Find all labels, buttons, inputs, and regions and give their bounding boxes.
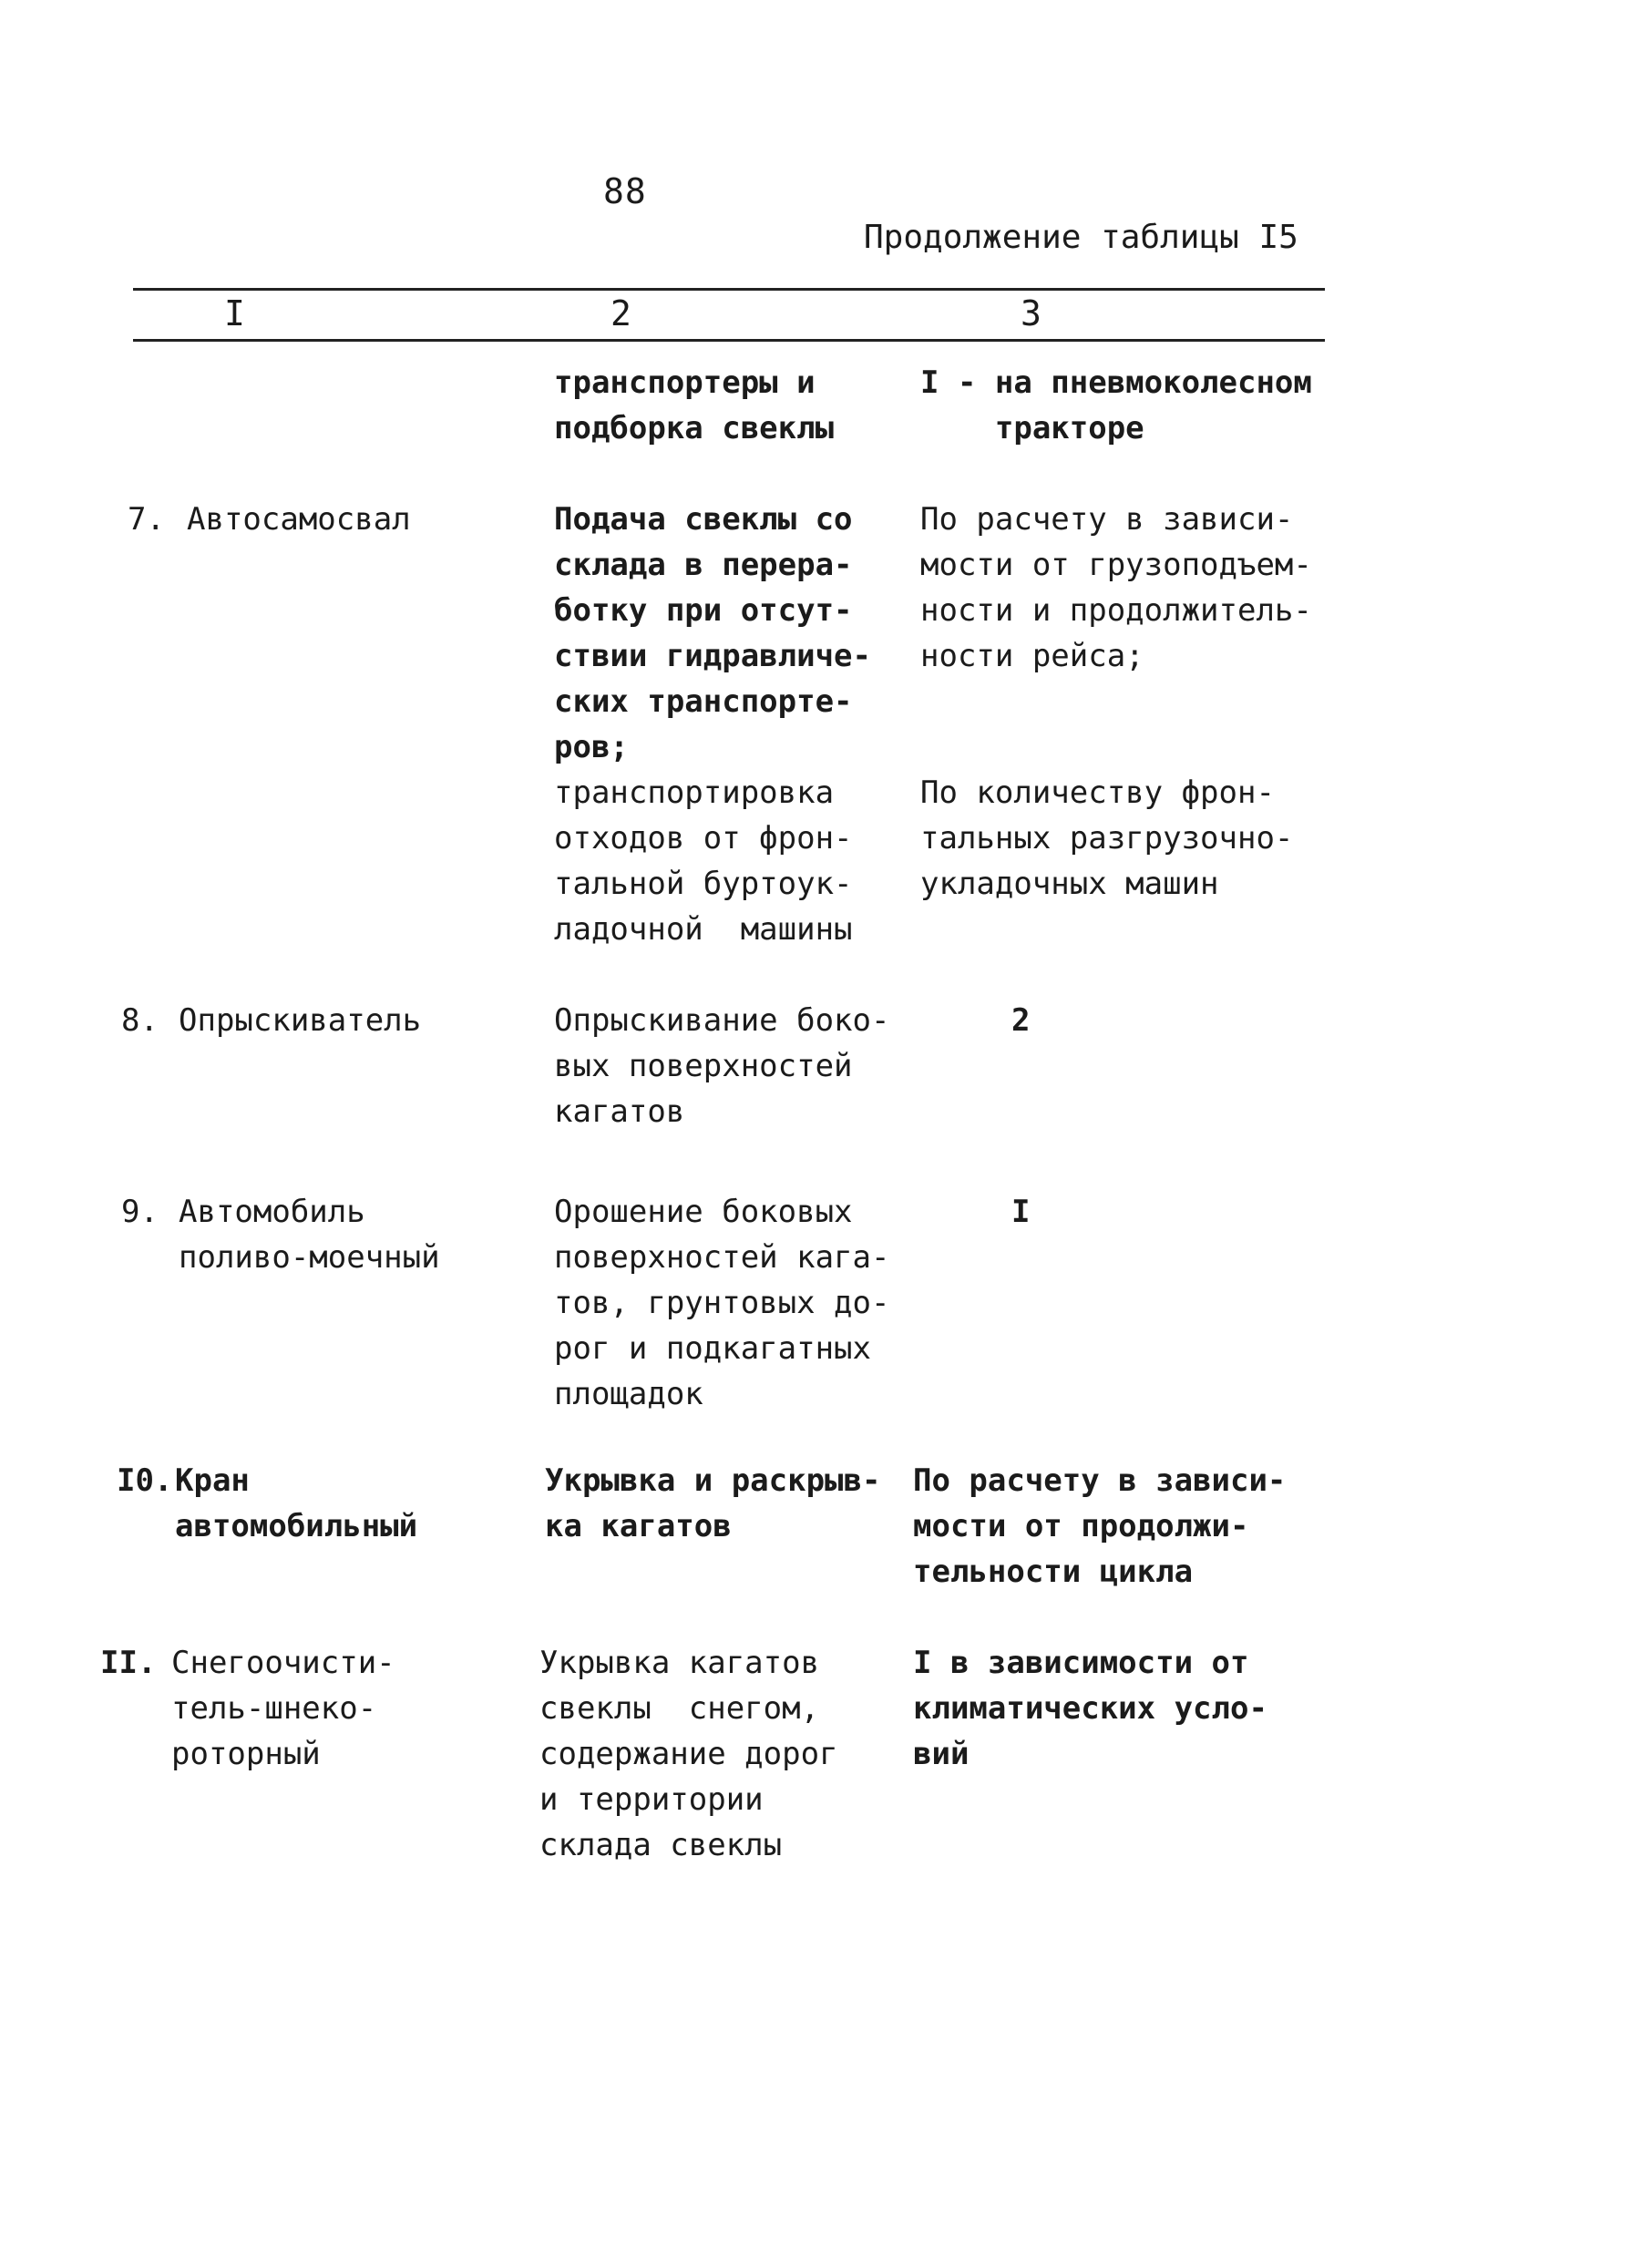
table-header-rule — [133, 339, 1325, 342]
row-count: I - на пневмоколесном тракторе — [920, 364, 1312, 446]
row-number: II. — [100, 1645, 157, 1681]
row-name: Снегоочисти- тель-шнеко- роторный — [171, 1645, 395, 1772]
row-name: Автомобиль поливо-моечный — [179, 1194, 440, 1276]
row-count: I — [1011, 1194, 1031, 1230]
table-top-rule — [133, 288, 1325, 291]
row-number: 7. — [128, 501, 165, 538]
row-purpose: Укрывка кагатов свеклы снегом, содержание дорог и территории склада свеклы — [539, 1645, 838, 1863]
column-header-3: 3 — [1021, 293, 1041, 333]
page-number: 88 — [603, 171, 647, 211]
column-header-1: I — [224, 293, 245, 333]
row-count: По количеству фрон- тальных разгрузочно- укладочных машин — [920, 774, 1294, 902]
row-purpose: транспортеры и подборка свеклы — [554, 364, 835, 446]
row-purpose: Орошение боковых поверхностей кага- тов, грунтовых до- рог и подкагатных площадок — [554, 1194, 890, 1412]
row-count: По расчету в зависи- мости от грузоподъем- ности и продолжитель- ности рейса; — [920, 501, 1312, 674]
row-purpose: Подача свеклы со склада в перера- ботку при отсут- ствии гидравличе- ских транспорте- ров; — [554, 501, 871, 765]
row-count: 2 — [1011, 1002, 1031, 1039]
row-name: Кран автомобильный — [175, 1462, 418, 1544]
column-header-2: 2 — [611, 293, 631, 333]
row-name: Опрыскиватель — [179, 1002, 422, 1039]
row-purpose: Укрывка и раскрыв- ка кагатов — [545, 1462, 881, 1544]
row-number: I0. — [117, 1462, 173, 1499]
row-number: 8. — [121, 1002, 159, 1039]
row-count: I в зависимости от климатических усло- вий — [913, 1645, 1267, 1772]
row-name: Автосамосвал — [187, 501, 411, 538]
row-count: По расчету в зависи- мости от продолжи- тельности цикла — [913, 1462, 1287, 1590]
row-purpose: Опрыскивание боко- вых поверхностей кагатов — [554, 1002, 890, 1130]
table-continuation-title: Продолжение таблицы I5 — [864, 219, 1298, 256]
row-purpose: транспортировка отходов от фрон- тальной буртоук- ладочной машины — [554, 774, 853, 948]
row-number: 9. — [121, 1194, 159, 1230]
